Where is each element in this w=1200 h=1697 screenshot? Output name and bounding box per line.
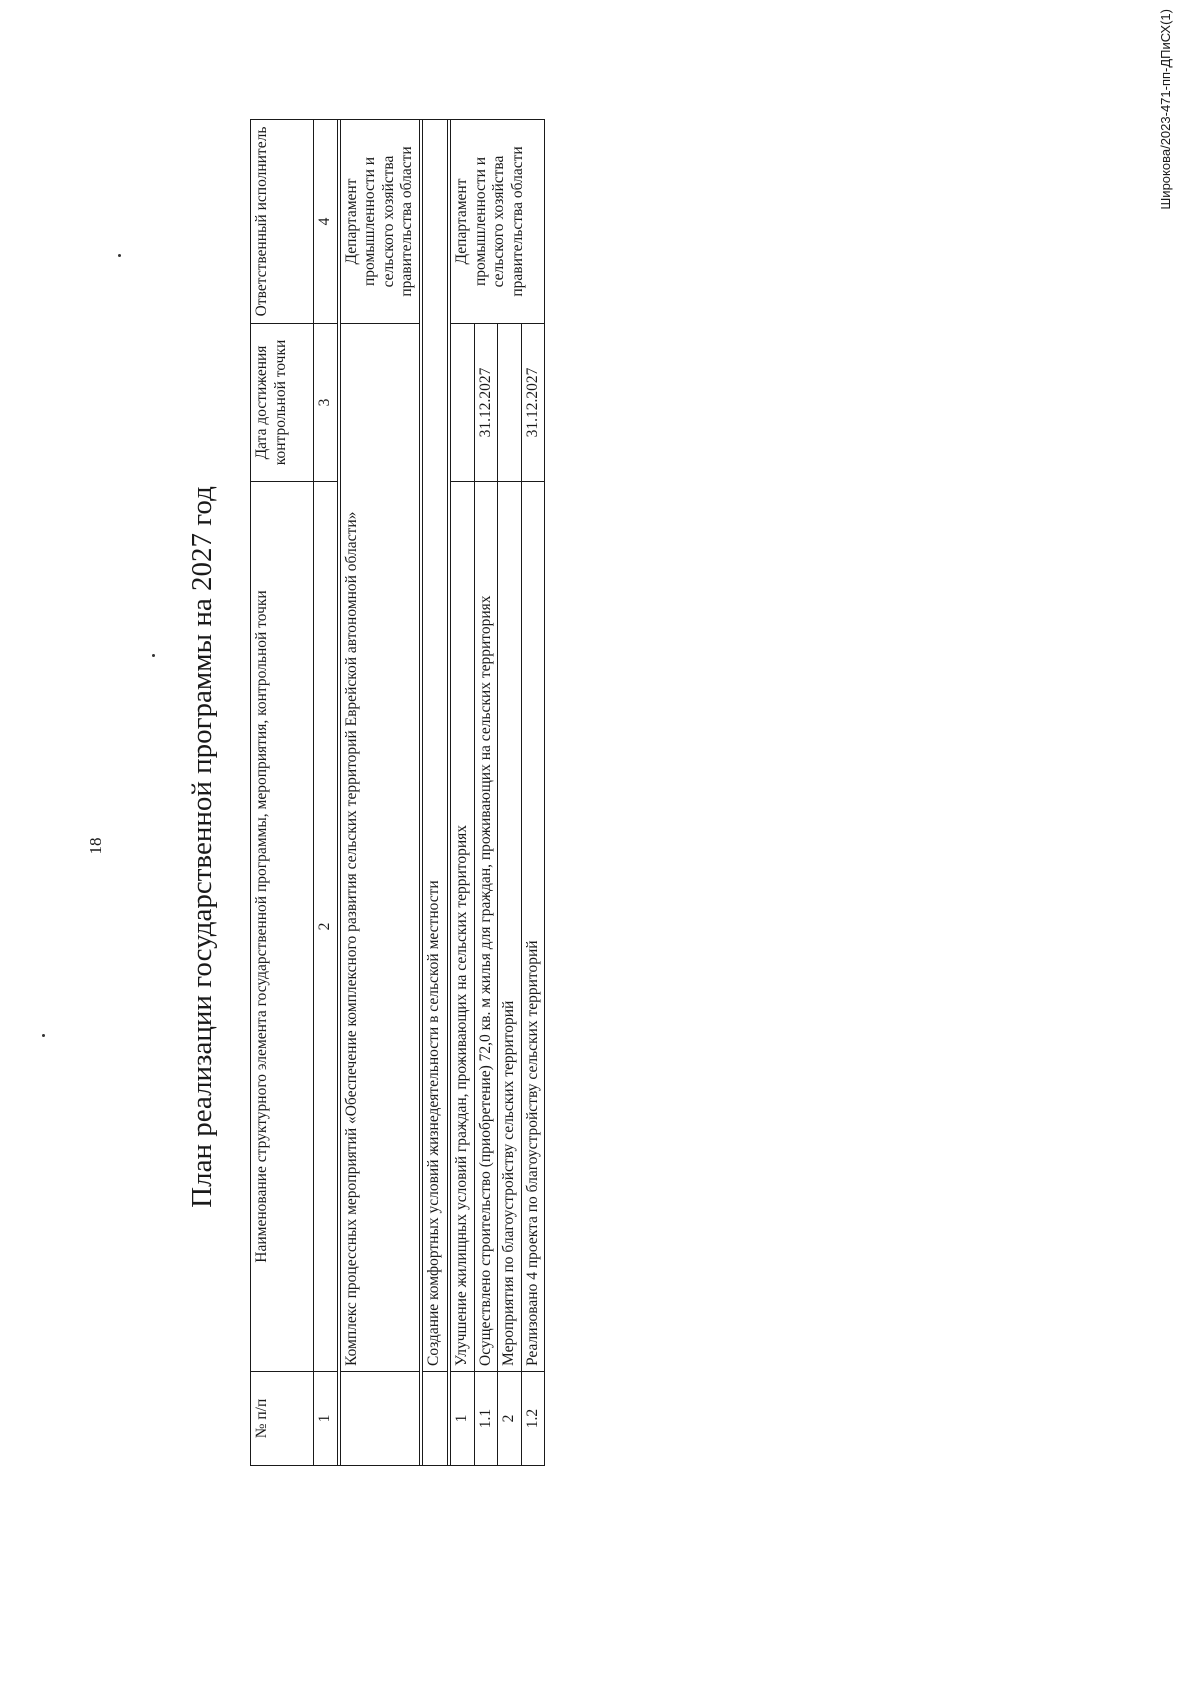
table-row <box>450 119 474 1465</box>
document-title: План реализации государственной программы на 2027 год <box>186 486 218 1208</box>
row-date <box>498 323 522 481</box>
row-num: 2 <box>498 1372 522 1466</box>
complex-name: Комплекс процессных мероприятий «Обеспечение комплексного развития сельских территорий Еврейской автономной области» <box>340 323 419 1371</box>
row-name: Улучшение жилищных условий граждан, проживающих на сельских территориях <box>450 481 474 1371</box>
page-number: 18 <box>86 837 105 855</box>
column-number-4: 4 <box>314 119 338 323</box>
document-footer: Широкова/2023-471-пп-ДПиСХ(1) <box>1158 9 1173 210</box>
scan-speck <box>42 1034 45 1037</box>
header-name: Наименование структурного элемента государственной программы, мероприятия, контрольной точки <box>251 481 314 1371</box>
column-number-1: 1 <box>314 1372 338 1466</box>
column-number-3: 3 <box>314 323 338 481</box>
row-name: Реализовано 4 проекта по благоустройству сельских территорий <box>521 481 545 1371</box>
header-executor: Ответственный исполнитель <box>251 119 314 323</box>
complex-executor: Департамент промышленности и сельского хозяйства правительства области <box>340 119 419 323</box>
scan-speck <box>118 254 121 257</box>
header-row <box>251 119 314 1465</box>
header-date: Дата достижения контрольной точки <box>251 323 314 481</box>
row-date: 31.12.2027 <box>521 323 545 481</box>
goal-name: Создание комфортных условий жизнедеятельности в сельской местности <box>422 119 447 1371</box>
column-number-row <box>314 119 338 1465</box>
row-executor: Департамент промышленности и сельского хозяйства правительства области <box>450 119 544 323</box>
scan-speck <box>152 654 155 657</box>
row-name: Осуществлено строительство (приобретение) 72,0 кв. м жилья для граждан, проживающих на сельских территориях <box>474 481 498 1371</box>
row-date: 31.12.2027 <box>474 323 498 481</box>
plan-table <box>250 119 545 1466</box>
header-num: № п/п <box>251 1372 314 1466</box>
row-num: 1 <box>450 1372 474 1466</box>
complex-row <box>340 119 419 1465</box>
row-num: 1.2 <box>521 1372 545 1466</box>
row-num: 1.1 <box>474 1372 498 1466</box>
complex-num <box>340 1372 419 1466</box>
goal-row <box>422 119 447 1465</box>
column-number-2: 2 <box>314 481 338 1371</box>
row-name: Мероприятия по благоустройству сельских территорий <box>498 481 522 1371</box>
row-date <box>450 323 474 481</box>
